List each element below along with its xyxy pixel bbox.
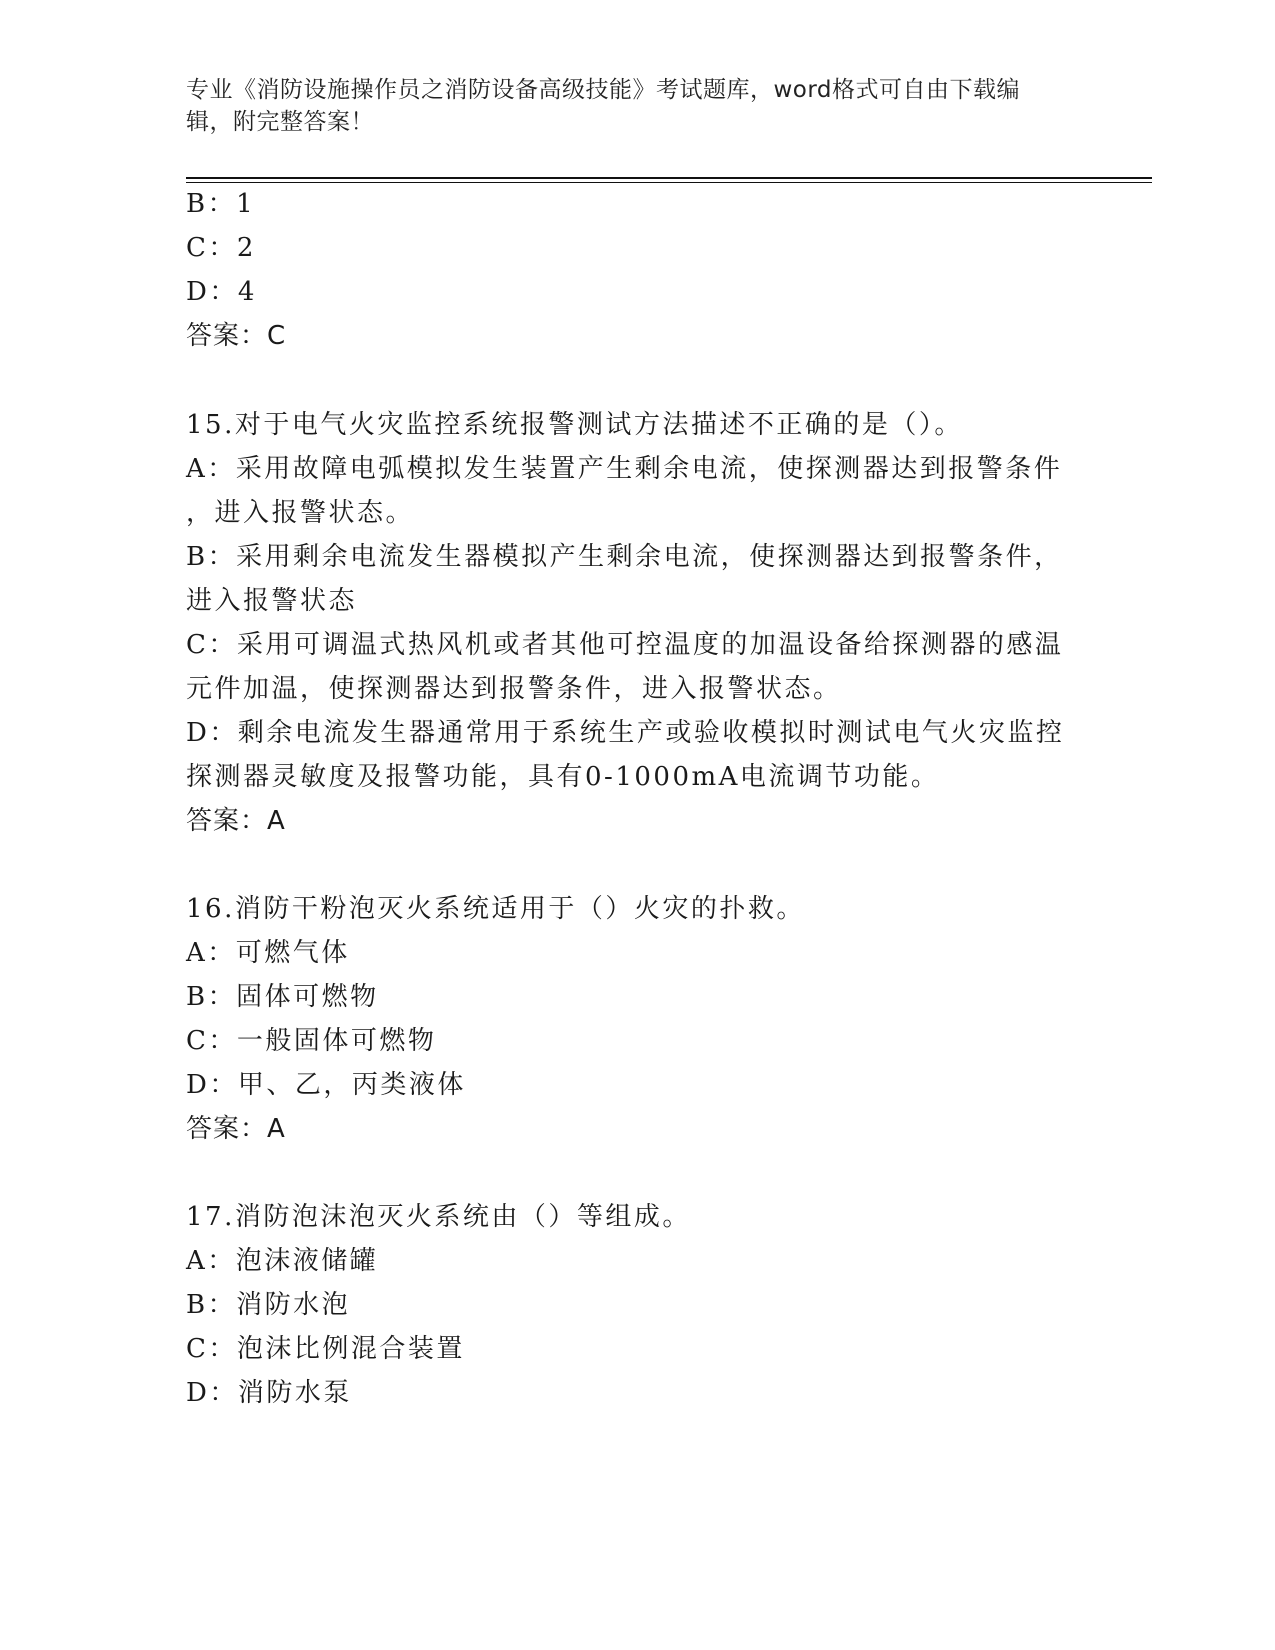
header-divider [186,177,1152,179]
option-b: B：消防水泡 [186,1290,351,1320]
option-a: A：采用故障电弧模拟发生装置产生剩余电流，使探测器达到报警条件 [186,454,1063,484]
option-c: C：2 [186,233,256,263]
option-c: C：泡沫比例混合装置 [186,1334,465,1364]
option-a: A：泡沫液储罐 [186,1246,379,1276]
option-c: C：一般固体可燃物 [186,1026,437,1056]
option-a-continued: ，进入报警状态。 [186,498,415,528]
question-title: 17.消防泡沫泡灭火系统由（）等组成。 [186,1202,691,1232]
answer: 答案：A [186,806,286,836]
option-d: D：甲、乙，丙类液体 [186,1070,466,1100]
answer: 答案：C [186,321,287,351]
option-b: B：采用剩余电流发生器模拟产生剩余电流，使探测器达到报警条件， [186,542,1063,572]
answer: 答案：A [186,1114,286,1144]
page-header: 专业《消防设施操作员之消防设备高级技能》考试题库，word格式可自由下载编辑，附完整答案！ [186,77,1021,135]
option-c: C：采用可调温式热风机或者其他可控温度的加温设备给探测器的感温 [186,630,1064,660]
option-b: B：1 [186,189,256,219]
option-a: A：可燃气体 [186,938,350,968]
option-d: D：4 [186,277,257,307]
option-b: B：固体可燃物 [186,982,379,1012]
option-d-continued: 探测器灵敏度及报警功能，具有0-1000mA电流调节功能。 [186,762,940,792]
option-c-continued: 元件加温，使探测器达到报警条件，进入报警状态。 [186,674,842,704]
option-d: D：消防水泵 [186,1378,352,1408]
header-divider-secondary [186,182,1152,183]
question-title: 15.对于电气火灾监控系统报警测试方法描述不正确的是（）。 [186,410,963,440]
question-title: 16.消防干粉泡灭火系统适用于（）火灾的扑救。 [186,894,805,924]
option-d: D：剩余电流发生器通常用于系统生产或验收模拟时测试电气火灾监控 [186,718,1065,748]
option-b-continued: 进入报警状态 [186,586,358,616]
